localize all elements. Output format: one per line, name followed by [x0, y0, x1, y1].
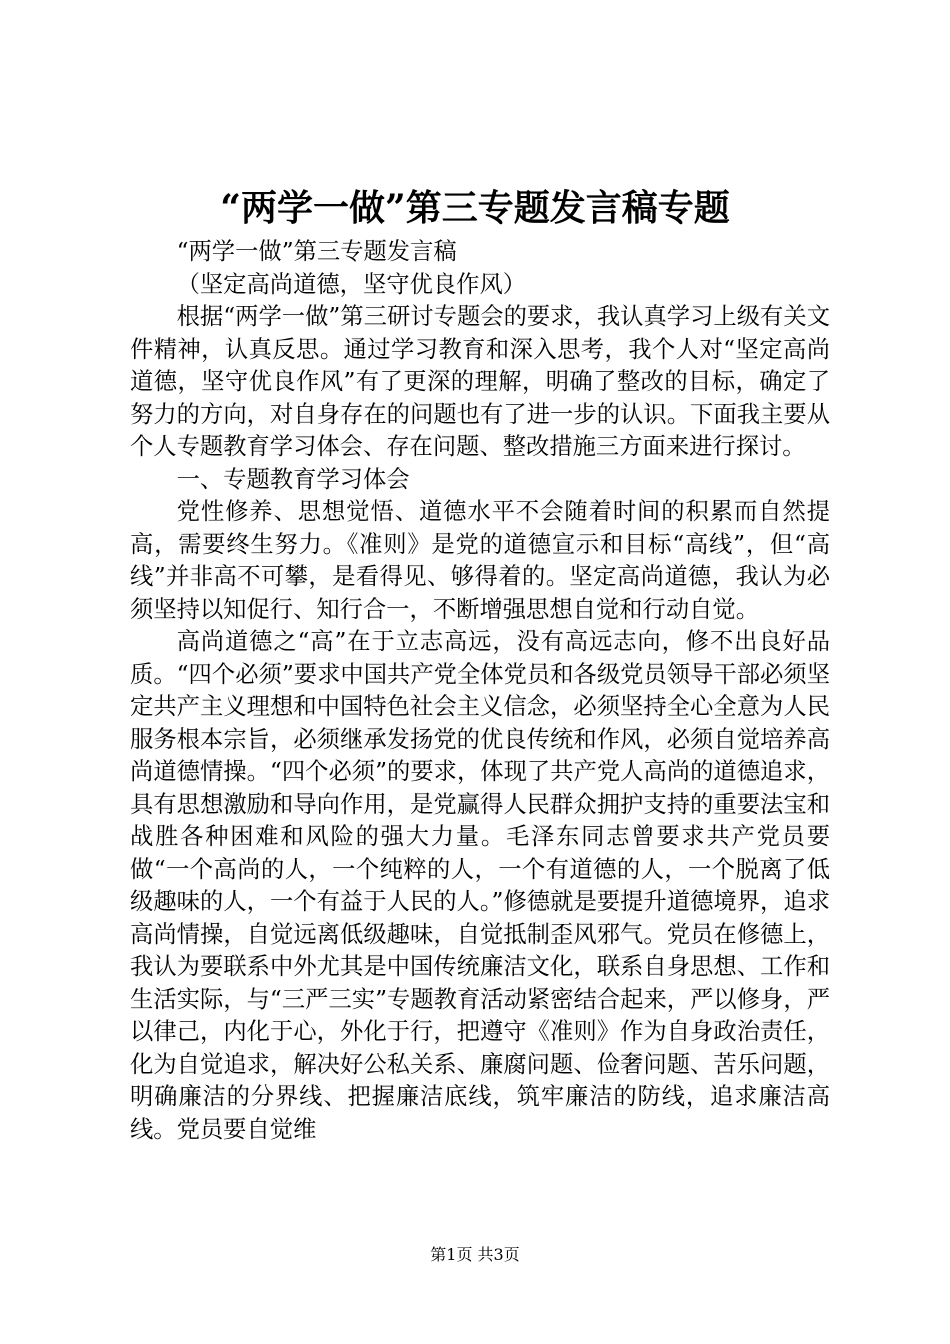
paragraph-intro: 根据“两学一做”第三研讨专题会的要求，我认真学习上级有关文件精神，认真反思。通过学习教育和深入思考，我个人对“坚定高尚道德，坚守优良作风”有了更深的理解，明确了整改的目标，确定了努力的方向，对自身存在的问题也有了进一步的认识。下面我主要从个人专题教育学习体会、存在问题、整改措施三方面来进行探讨。 [130, 303, 830, 460]
section-heading: 一、专题教育学习体会 [176, 465, 410, 493]
subtitle-line: “两学一做”第三专题发言稿 [176, 238, 457, 265]
paragraph-body: 高尚道德之“高”在于立志高远，没有高远志向，修不出良好品质。“四个必须”要求中国共产党全体党员和各级党员领导干部必须坚定共产主义理想和中国特色社会主义信念，必须坚持全心全意为人民服务根本宗旨，必须继承发扬党的优良传统和作风，必须自觉培养高尚道德情操。“四个必须”的要求，体现了共产党人高尚的道德追求，具有思想激励和导向作用，是党赢得人民群众拥护支持的重要法宝和战胜各种困难和风险的强大力量。毛泽东同志曾要求共产党员要做“一个高尚的人，一个纯粹的人，一个有道德的人，一个脱离了低级趣味的人，一个有益于人民的人。”修德就是要提升道德境界，追求高尚情操，自觉远离低级趣味，自觉抵制歪风邪气。党员在修德上，我认为要联系中外尤其是中国传统廉洁文化，联系自身思想、工作和生活实际，与“三严三实”专题教育活动紧密结合起来，严以修身，严以律己，内化于心，外化于行，把遵守《准则》作为自身政治责任，化为自觉追求，解决好公私关系、廉腐问题、俭奢问题、苦乐问题，明确廉洁的分界线、把握廉洁底线，筑牢廉洁的防线，追求廉洁高线。党员要自觉维 [130, 628, 830, 1143]
paragraph-body: 党性修养、思想觉悟、道德水平不会随着时间的积累而自然提高，需要终生努力。《准则》是党的道德宣示和目标“高线”，但“高线”并非高不可攀，是看得见、够得着的。坚定高尚道德，我认为必须坚持以知促行、知行合一，不断增强思想自觉和行动自觉。 [130, 498, 830, 623]
document-body [130, 236, 830, 1146]
document-title: “两学一做”第三专题发言稿专题 [220, 187, 730, 229]
subtitle-theme: （坚定高尚道德，坚守优良作风） [176, 270, 527, 298]
page-footer: 第1页 共3页 [430, 1245, 520, 1264]
